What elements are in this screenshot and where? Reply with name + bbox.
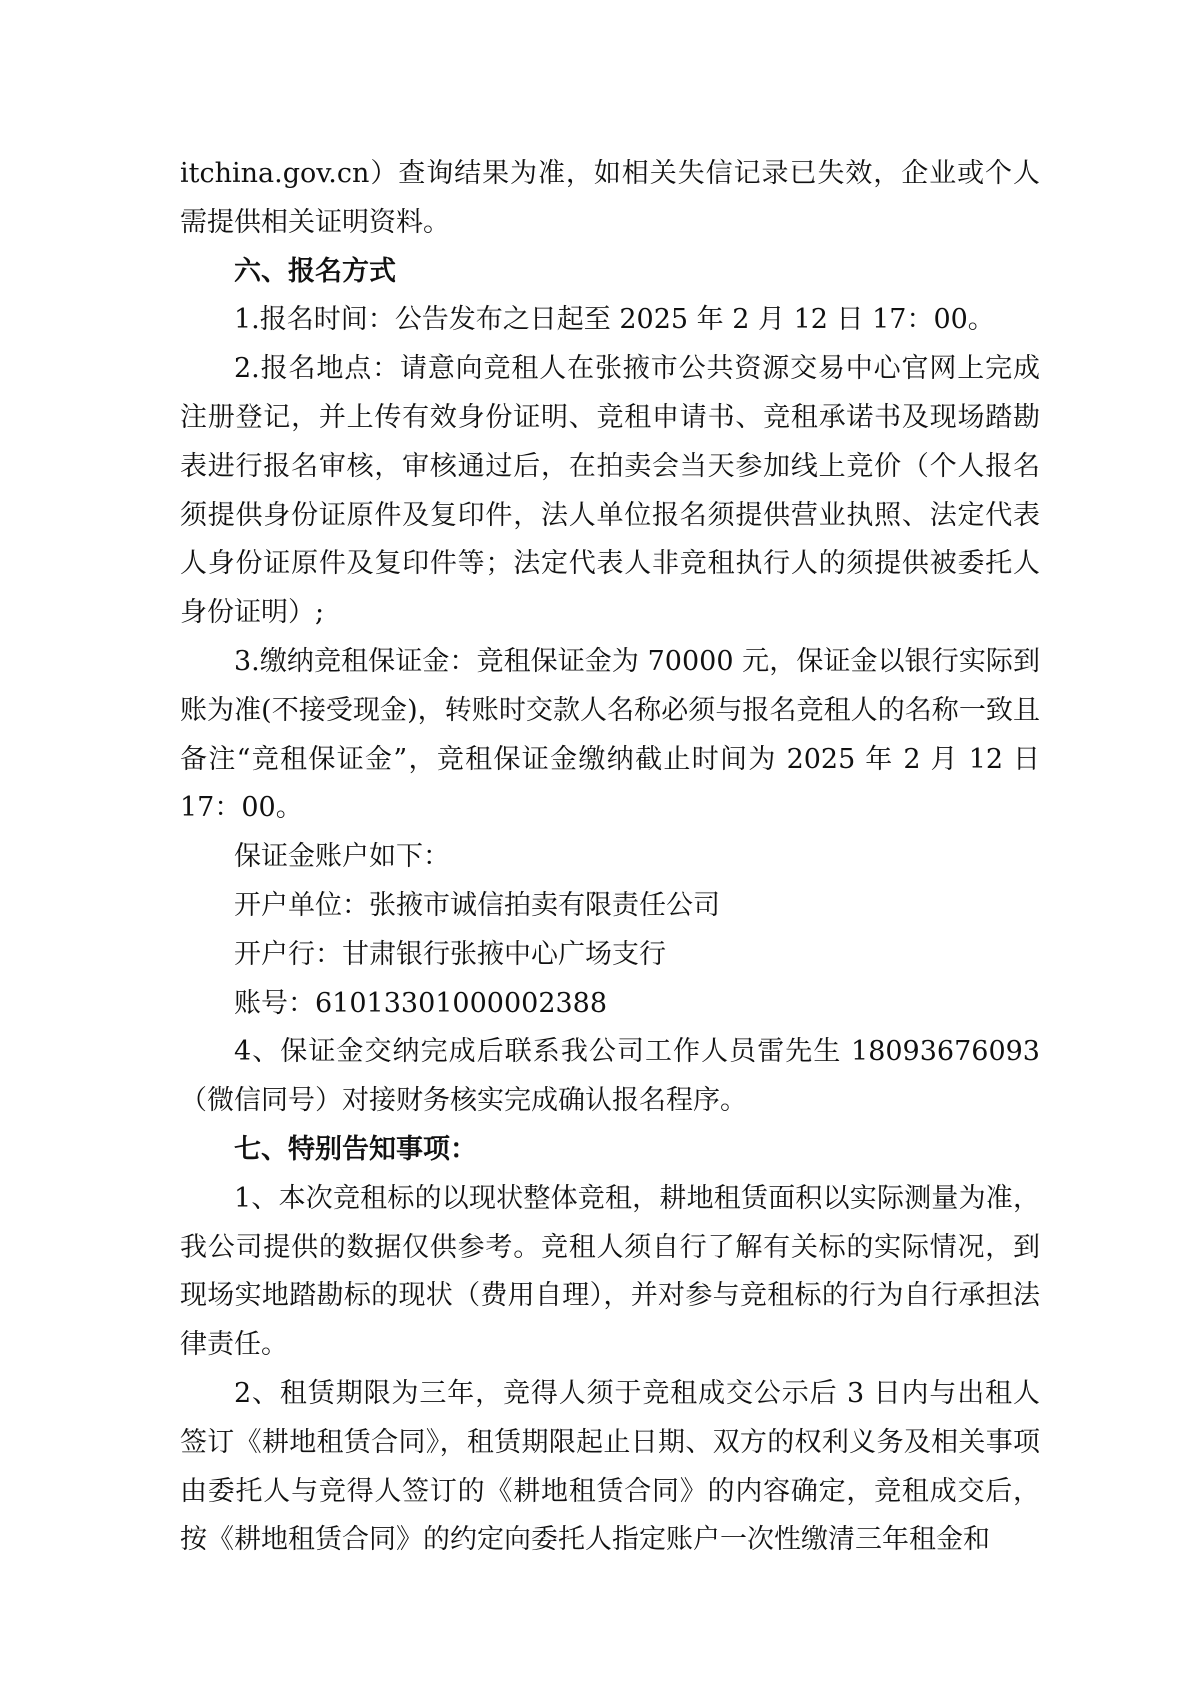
paragraph-deposit-account-intro: 保证金账户如下： <box>234 841 450 873</box>
paragraph-account-number: 账号：61013301000002388 <box>234 987 608 1019</box>
paragraph-contact-confirmation: 4、保证金交纳完成后联系我公司工作人员雷先生 18093676093（微信同号）对接财务核实完成确认报名程序。 <box>180 1036 1040 1117</box>
section-heading-special-notice: 七、特别告知事项： <box>234 1133 477 1165</box>
paragraph-continuation: itchina.gov.cn）查询结果为准，如相关失信记录已失效，企业或个人需提供相关证明资料。 <box>180 158 1040 238</box>
document-page <box>180 150 1040 1565</box>
paragraph-account-holder: 开户单位：张掖市诚信拍卖有限责任公司 <box>234 889 720 921</box>
paragraph-notice-item-2: 2、租赁期限为三年，竞得人须于竞租成交公示后 3 日内与出租人签订《耕地租赁合同》，租赁期限起止日期、双方的权利义务及相关事项由委托人与竞得人签订的《耕地租赁合同》的内容确定，竞租成交后，按《耕地租赁合同》的约定向委托人指定账户一次性缴清三年租金和 <box>180 1377 1040 1556</box>
section-heading-registration: 六、报名方式 <box>234 255 396 287</box>
paragraph-registration-time: 1.报名时间：公告发布之日起至 2025 年 2 月 12 日 17：00。 <box>234 304 995 336</box>
paragraph-notice-item-1: 1、本次竞租标的以现状整体竞租，耕地租赁面积以实际测量为准，我公司提供的数据仅供参考。竞租人须自行了解有关标的实际情况，到现场实地踏勘标的现状（费用自理），并对参与竞租标的行为自行承担法律责任。 <box>180 1182 1040 1361</box>
paragraph-account-bank: 开户行：甘肃银行张掖中心广场支行 <box>234 938 666 970</box>
paragraph-registration-location: 2.报名地点：请意向竞租人在张掖市公共资源交易中心官网上完成注册登记，并上传有效身份证明、竞租申请书、竞租承诺书及现场踏勘表进行报名审核，审核通过后，在拍卖会当天参加线上竞价（个人报名须提供身份证原件及复印件，法人单位报名须提供营业执照、法定代表人身份证原件及复印件等；法定代表人非竞租执行人的须提供被委托人身份证明）; <box>180 353 1040 629</box>
paragraph-deposit-payment: 3.缴纳竞租保证金：竞租保证金为 70000 元，保证金以银行实际到账为准(不接受现金)，转账时交款人名称必须与报名竞租人的名称一致且备注“竞租保证金”，竞租保证金缴纳截止时间为 2025 年 2 月 12 日 17：00。 <box>180 645 1040 824</box>
